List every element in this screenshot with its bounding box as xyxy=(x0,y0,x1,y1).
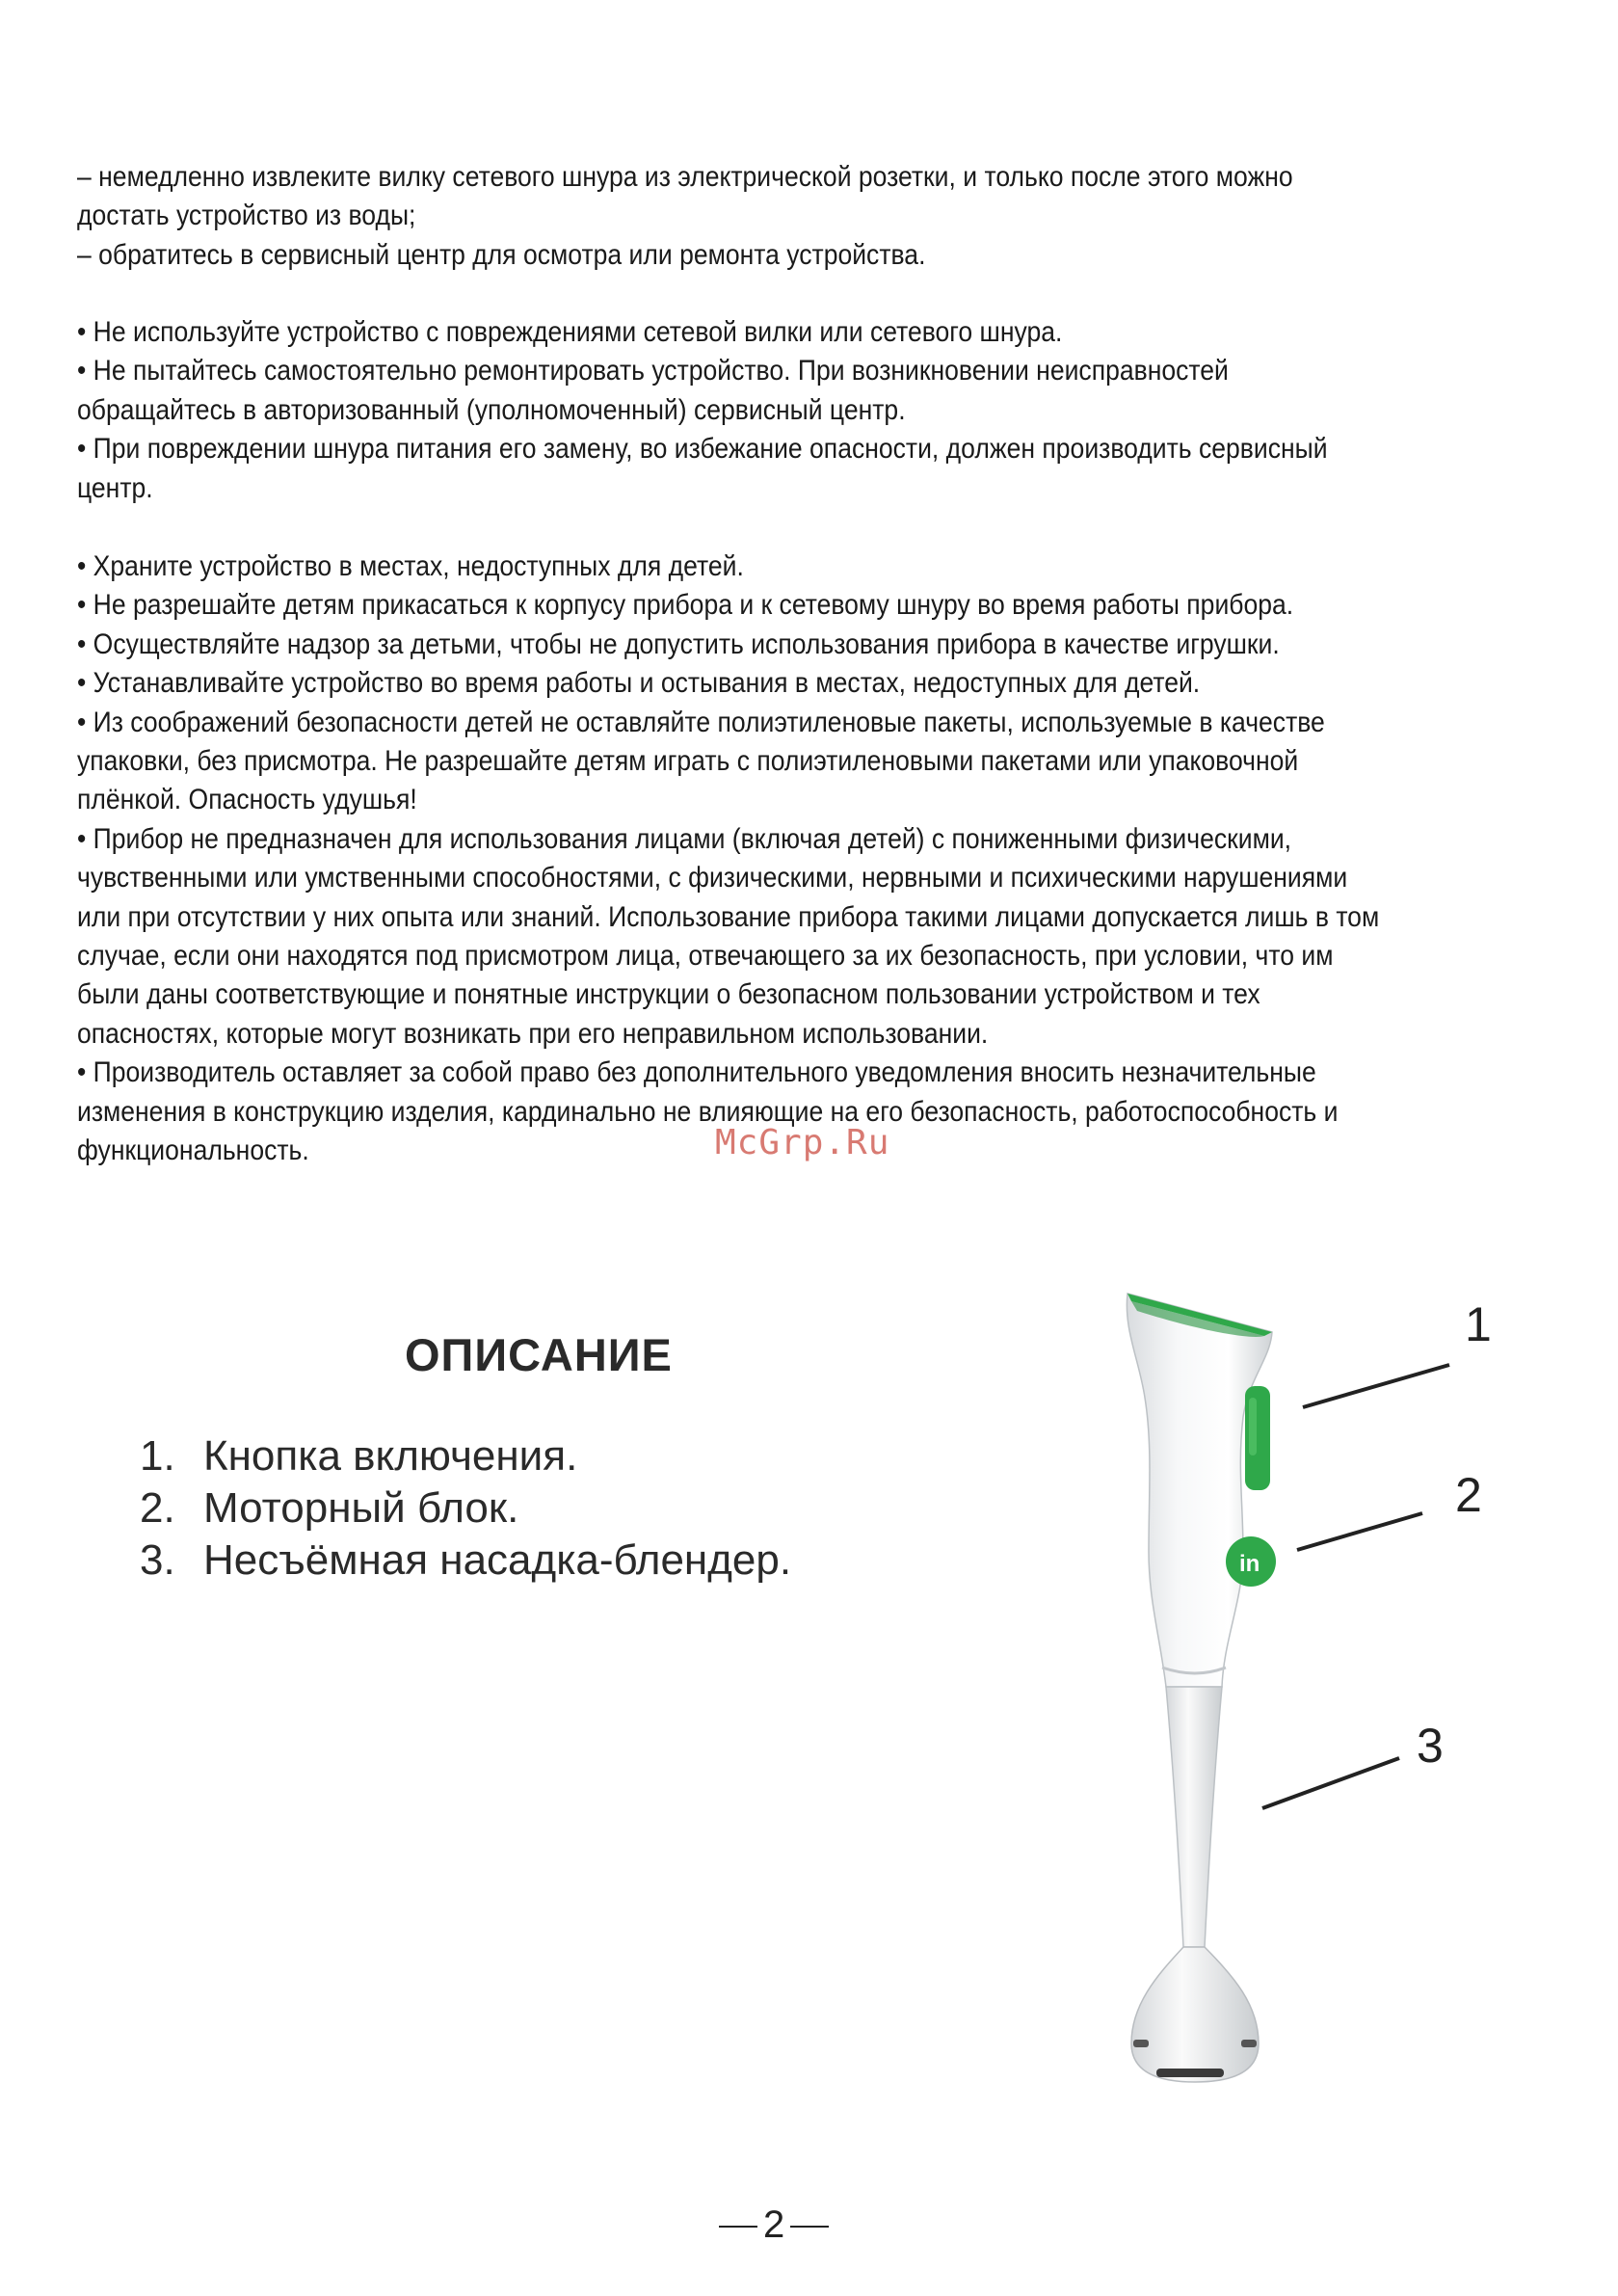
list-item-number: 1. xyxy=(140,1432,175,1480)
text-line: центр. xyxy=(77,471,153,504)
list-item xyxy=(140,1482,791,1535)
blender-bell xyxy=(1131,1947,1259,2082)
power-button-highlight xyxy=(1249,1398,1257,1455)
text-line: • Не пытайтесь самостоятельно ремонтировать устройство. При возникновении неисправностей xyxy=(77,355,1229,387)
callout-label-1: 1 xyxy=(1465,1297,1492,1351)
text-line: функциональность. xyxy=(77,1135,309,1167)
callout-label-2: 2 xyxy=(1455,1468,1482,1522)
text-line: – обратитесь в сервисный центр для осмотра или ремонта устройства. xyxy=(77,238,926,271)
text-line: опасностях, которые могут возникать при его неправильном использовании. xyxy=(77,1017,989,1050)
text-line: • Не разрешайте детям прикасаться к корпусу прибора и к сетевому шнуру во время работы прибора. xyxy=(77,589,1294,622)
text-line: • Осуществляйте надзор за детьми, чтобы не допустить использования прибора в качестве игрушки. xyxy=(77,627,1280,660)
page-number-value: 2 xyxy=(763,2203,785,2246)
text-line: • Храните устройство в местах, недоступных для детей. xyxy=(77,550,744,582)
text-line: изменения в конструкцию изделия, кардинально не влияющие на его безопасность, работоспособность и xyxy=(77,1095,1339,1128)
page-number-dash-right xyxy=(790,2226,829,2228)
blender-shaft xyxy=(1166,1687,1222,1947)
text-line: упаковки, без присмотра. Не разрешайте детям играть с полиэтиленовыми пакетами или упаковочной xyxy=(77,745,1299,778)
text-line: случае, если они находятся под присмотром лица, отвечающего за их безопасность, при условии, что им xyxy=(77,940,1334,973)
motor-body xyxy=(1127,1294,1272,1687)
list-item-number: 2. xyxy=(140,1484,175,1532)
text-line: • Прибор не предназначен для использования лицами (включая детей) с пониженными физическими, xyxy=(77,822,1292,855)
text-line: были даны соответствующие и понятные инструкции о безопасном пользовании устройством и тех xyxy=(77,978,1260,1011)
watermark: McGrp.Ru xyxy=(715,1123,890,1162)
list-item-label: Кнопка включения. xyxy=(203,1432,578,1480)
text-line: • Производитель оставляет за собой право без дополнительного уведомления вносить незначительные xyxy=(77,1056,1316,1089)
section-title: ОПИСАНИЕ xyxy=(405,1329,673,1380)
bell-slot-right xyxy=(1241,2040,1257,2047)
callout-line-1 xyxy=(1303,1365,1449,1407)
bell-slot-left xyxy=(1133,2040,1149,2047)
text-line: • Не используйте устройство с повреждениями сетевой вилки или сетевого шнура. xyxy=(77,316,1063,348)
text-line: – немедленно извлеките вилку сетевого шнура из электрической розетки, и только после этого можно xyxy=(77,161,1293,193)
list-item xyxy=(140,1430,791,1482)
body-text-block-3 xyxy=(77,547,1404,1171)
list-item-label: Несъёмная насадка-блендер. xyxy=(203,1536,792,1584)
body-text-block-2 xyxy=(77,313,1404,508)
list-item xyxy=(140,1535,791,1587)
text-line: обращайтесь в авторизованный (уполномоченный) сервисный центр. xyxy=(77,393,906,426)
description-list xyxy=(140,1430,791,1587)
text-line: плёнкой. Опасность удушья! xyxy=(77,784,417,816)
power-button xyxy=(1245,1386,1270,1490)
text-line: или при отсутствии у них опыта или знаний. Использование прибора такими лицами допускается лишь в том xyxy=(77,900,1380,933)
callout-line-3 xyxy=(1262,1758,1399,1808)
text-line: чувственными или умственными способностями, с физическими, нервными и психическими нарушениями xyxy=(77,862,1348,894)
blender-illustration xyxy=(1060,1272,1561,2111)
page-number xyxy=(713,2203,835,2247)
list-item-label: Моторный блок. xyxy=(203,1484,519,1532)
bell-slot xyxy=(1156,2069,1224,2077)
list-item-number: 3. xyxy=(140,1536,175,1584)
text-line: • Из соображений безопасности детей не оставляйте полиэтиленовые пакеты, используемые в качестве xyxy=(77,706,1325,738)
callout-line-2 xyxy=(1297,1513,1422,1550)
brand-logo-text: in xyxy=(1239,1551,1260,1577)
callout-label-3: 3 xyxy=(1417,1719,1444,1773)
text-line: • Устанавливайте устройство во время работы и остывания в местах, недоступных для детей. xyxy=(77,667,1201,700)
body-text-block-1 xyxy=(77,158,1404,275)
text-line: достать устройство из воды; xyxy=(77,200,416,232)
page-number-dash-left xyxy=(719,2226,757,2228)
text-line: • При повреждении шнура питания его замену, во избежание опасности, должен производить сервисный xyxy=(77,433,1328,466)
